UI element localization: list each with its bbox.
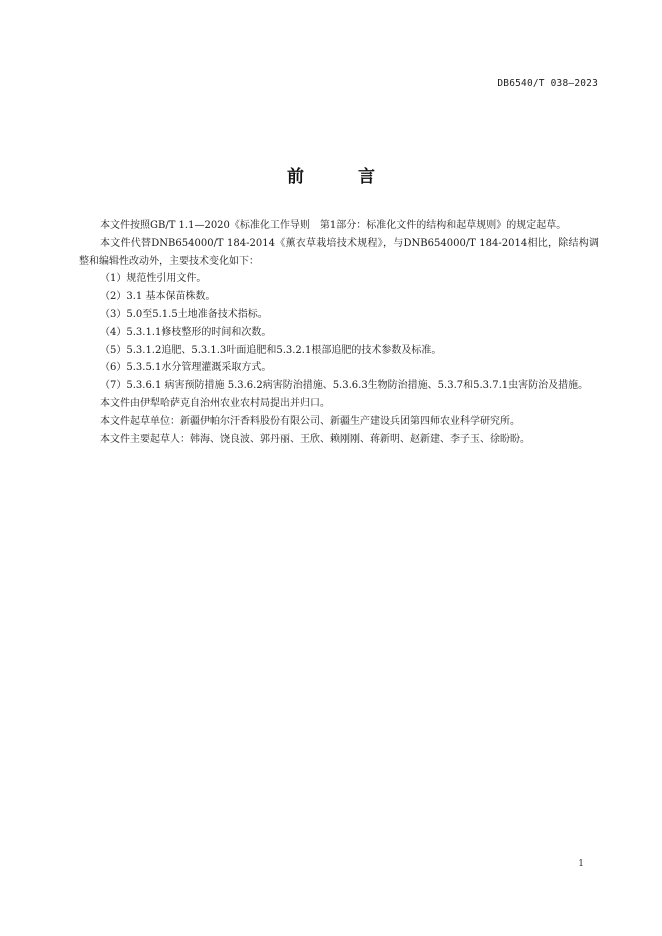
paragraph-drafting-rules: 本文件按照GB/T 1.1—2020《标准化工作导则 第1部分：标准化文件的结构和起草规则》的规定起草。	[100, 220, 567, 231]
paragraph-replacement: 本文件代替DNB654000/T 184-2014《薰衣草栽培技术规程》，与DNB654000/T 184-2014相比，除结构调整和编辑性改动外，主要技术变化如下：	[79, 237, 599, 267]
foreword-body	[79, 217, 599, 448]
document-code: DB6540/T 038—2023	[497, 78, 598, 89]
change-item-2: （2）3.1 基本保苗株数。	[100, 291, 216, 303]
paragraph-proposer: 本文件由伊犁哈萨克自治州农业农村局提出并归口。	[100, 397, 330, 409]
change-item-5: （5）5.3.1.2追肥、5.3.1.3叶面追肥和5.3.2.1根部追肥的技术参数及标准。	[100, 344, 442, 356]
paragraph-drafting-units: 本文件起草单位：新疆伊帕尔汗香料股份有限公司、新疆生产建设兵团第四师农业科学研究所。	[100, 415, 520, 427]
page-number: 1	[578, 859, 584, 869]
change-item-4: （4）5.3.1.1修枝整形的时间和次数。	[100, 326, 272, 338]
page-title: 前 言	[287, 167, 399, 187]
change-item-7: （7）5.3.6.1 病害预防措施 5.3.6.2病害防治措施、5.3.6.3生物防治措施、5.3.7和5.3.7.1虫害防治及措施。	[100, 380, 589, 392]
change-item-6: （6）5.3.5.1水分管理灌溉采取方式。	[100, 362, 272, 374]
change-item-3: （3）5.0至5.1.5土地准备技术指标。	[100, 308, 268, 320]
paragraph-drafters: 本文件主要起草人：韩海、饶良波、郭丹丽、王欣、赖刚刚、蒋新明、赵新建、李子玉、徐盼盼。	[100, 433, 530, 445]
change-item-1: （1）规范性引用文件。	[100, 273, 207, 285]
